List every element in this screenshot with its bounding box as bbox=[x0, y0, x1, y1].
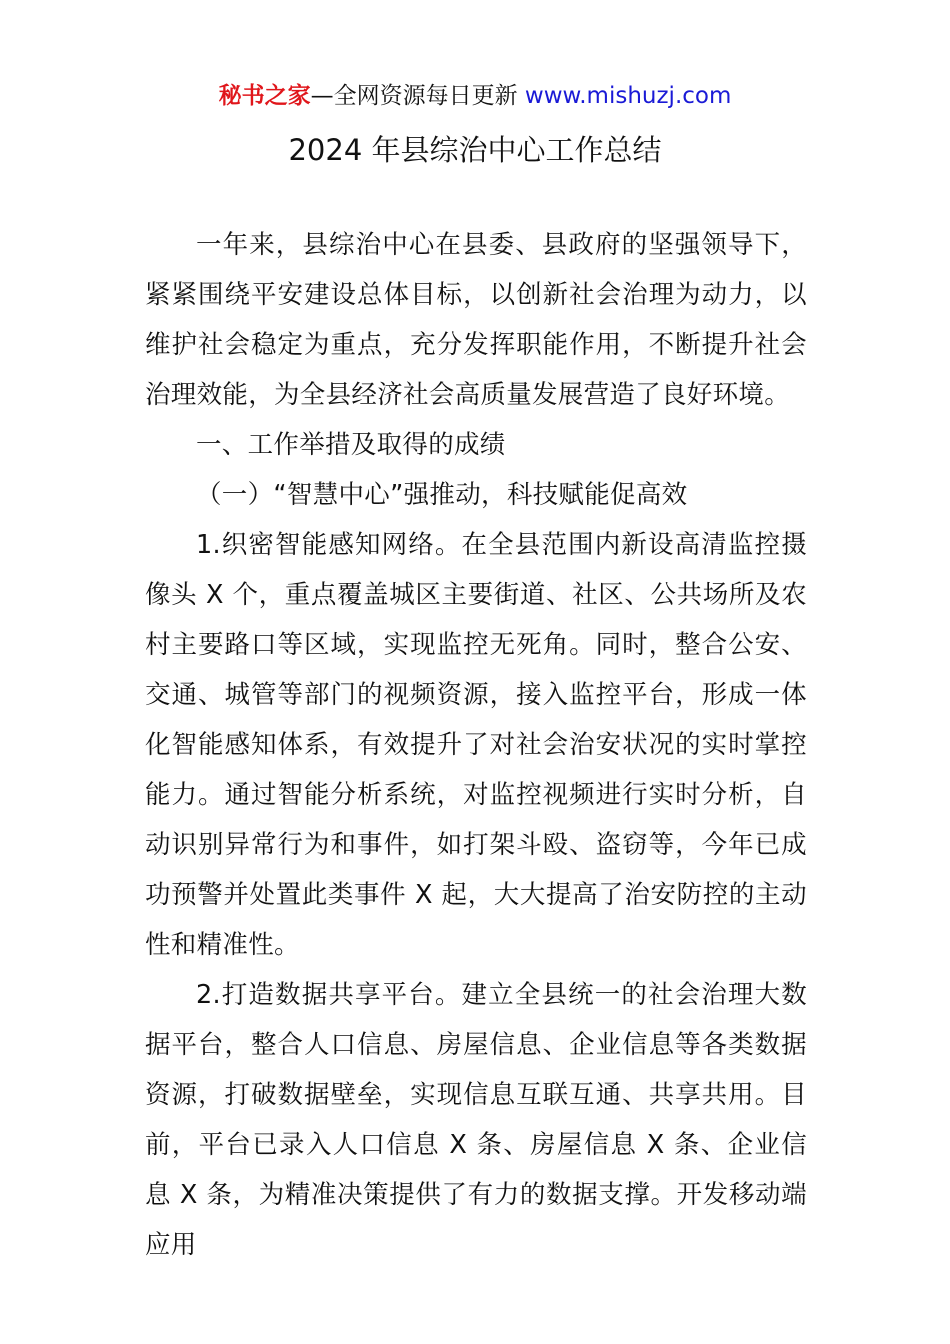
site-header bbox=[0, 80, 950, 112]
body-paragraph: 2.打造数据共享平台。建立全县统一的社会治理大数据平台，整合人口信息、房屋信息、企业信息等各类数据资源，打破数据壁垒，实现信息互联互通、共享共用。目前，平台已录入人口信息 X 条、房屋信息 X 条、企业信息 X 条，为精准决策提供了有力的数据支撑。开发移动端应用 bbox=[145, 980, 807, 1260]
section-heading: 一、工作举措及取得的成绩 bbox=[196, 430, 506, 460]
subsection-heading: （一）“智慧中心”强推动，科技赋能促高效 bbox=[196, 480, 688, 510]
header-tagline: —全网资源每日更新 bbox=[310, 83, 525, 109]
site-url[interactable]: www.mishuzj.com bbox=[524, 83, 732, 109]
brand-name: 秘书之家 bbox=[218, 83, 311, 109]
document-body bbox=[145, 220, 807, 1270]
document-title: 2024 年县综治中心工作总结 bbox=[288, 133, 662, 167]
body-paragraph: 1.织密智能感知网络。在全县范围内新设高清监控摄像头 X 个，重点覆盖城区主要街道、社区、公共场所及农村主要路口等区域，实现监控无死角。同时，整合公安、交通、城管等部门的视频资源，接入监控平台，形成一体化智能感知体系，有效提升了对社会治安状况的实时掌控能力。通过智能分析系统，对监控视频进行实时分析，自动识别异常行为和事件，如打架斗殴、盗窃等，今年已成功预警并处置此类事件 X 起，大大提高了治安防控的主动性和精准性。 bbox=[145, 530, 807, 960]
intro-paragraph: 一年来，县综治中心在县委、县政府的坚强领导下，紧紧围绕平安建设总体目标，以创新社会治理为动力，以维护社会稳定为重点，充分发挥职能作用，不断提升社会治理效能，为全县经济社会高质量发展营造了良好环境。 bbox=[145, 230, 807, 410]
